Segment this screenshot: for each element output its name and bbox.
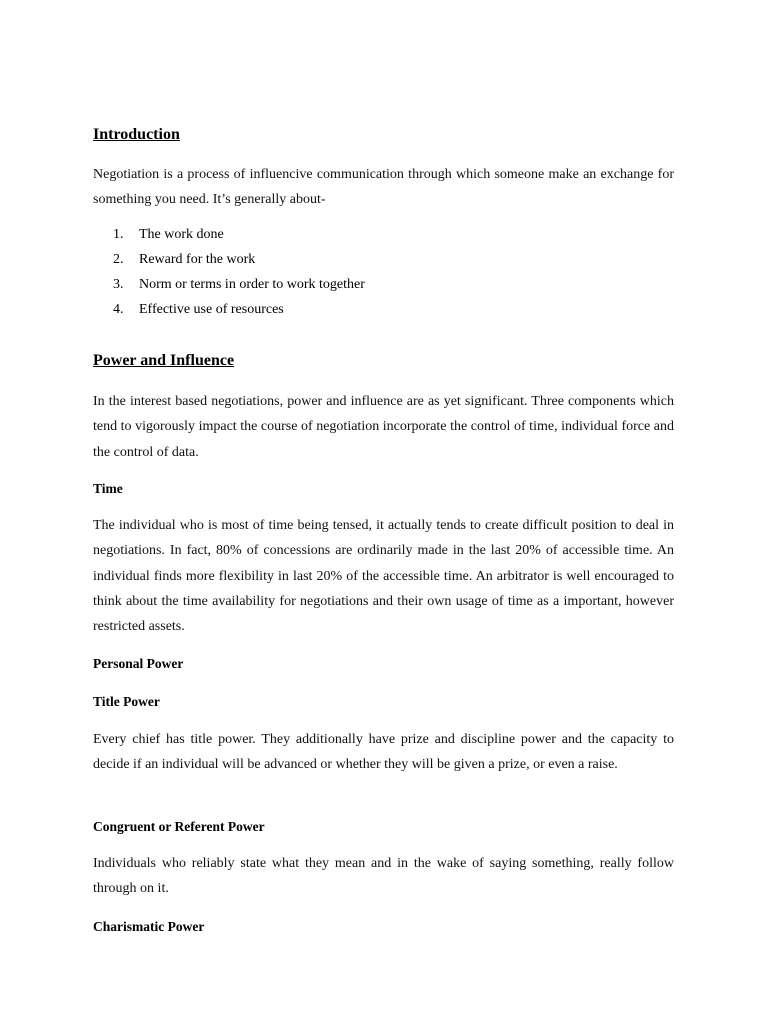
heading-power-and-influence: Power and Influence [93, 352, 235, 369]
list-item-number: 3. [113, 277, 124, 292]
list-item-number: 2. [113, 252, 124, 267]
heading-introduction: Introduction [93, 126, 180, 143]
document-page [93, 0, 674, 1024]
list-item-text: Norm or terms in order to work together [139, 277, 365, 292]
paragraph-title-power: Every chief has title power. They additionally have prize and discipline power and the capacity to decide if an individual will be advanced or whether they will be given a prize, or even a raise. [93, 732, 674, 773]
paragraph-introduction: Negotiation is a process of influencive communication through which someone make an exchange for something you need. It’s generally about- [93, 167, 674, 208]
heading-charismatic-power: Charismatic Power [93, 919, 205, 934]
paragraph-congruent-power: Individuals who reliably state what they mean and in the wake of saying something, really follow through on it. [93, 856, 674, 897]
heading-title-power: Title Power [93, 694, 160, 709]
list-item-number: 1. [113, 227, 124, 242]
paragraph-power-and-influence: In the interest based negotiations, power and influence are as yet significant. Three components which tend to vigorously impact the course of negotiation incorporate the control of time, individual force and the control of data. [93, 394, 674, 460]
paragraph-time: The individual who is most of time being tensed, it actually tends to create difficult position to deal in negotiations. In fact, 80% of concessions are ordinarily made in the last 20% of accessible time. An individual finds more flexibility in last 20% of the accessible time. An arbitrator is well encouraged to think about the time availability for negotiations and their own usage of time as a important, however restricted assets. [93, 518, 674, 635]
list-item-text: The work done [139, 227, 224, 242]
list-item-text: Effective use of resources [139, 302, 284, 317]
list-item-number: 4. [113, 302, 124, 317]
heading-time: Time [93, 481, 123, 496]
heading-personal-power: Personal Power [93, 656, 184, 671]
list-item-text: Reward for the work [139, 252, 256, 267]
heading-congruent-power: Congruent or Referent Power [93, 819, 265, 834]
